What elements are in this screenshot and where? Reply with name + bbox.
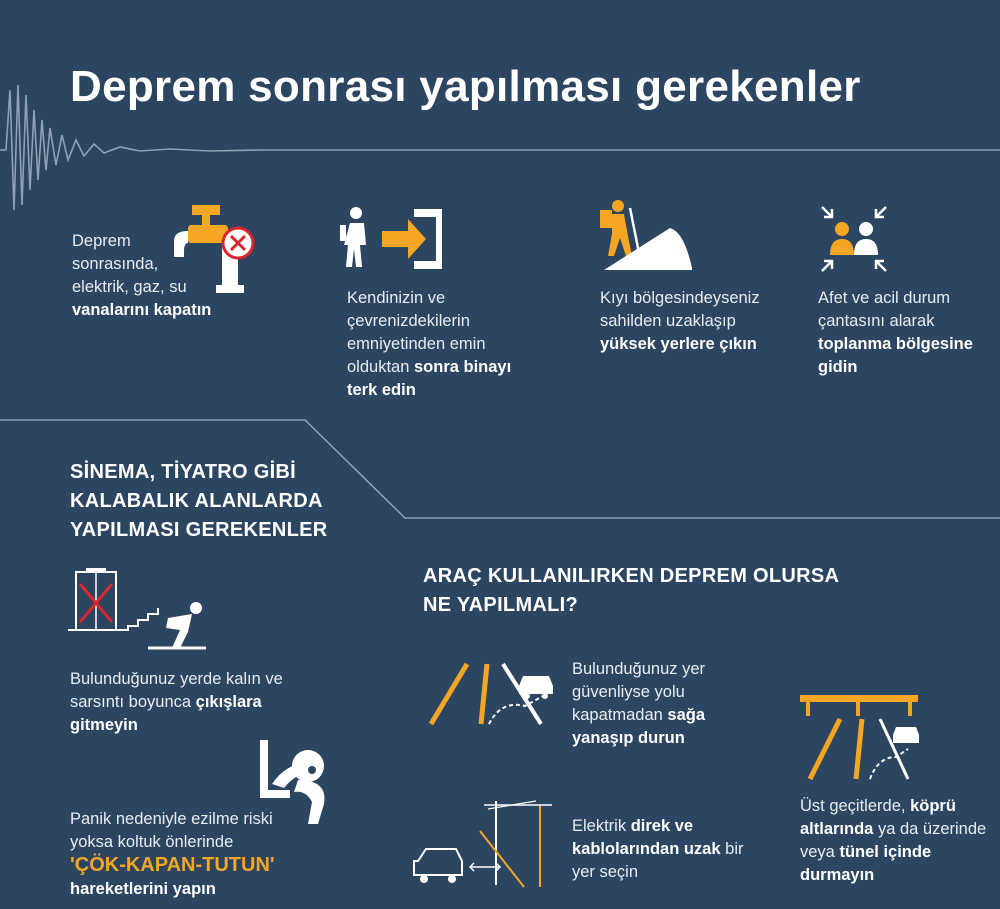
overpass-road-icon [800, 695, 920, 785]
top-item-valve-text: Deprem sonrasında, elektrik, gaz, su vanalarını kapatın [72, 232, 212, 319]
seismograph-line-icon [0, 0, 1000, 230]
page-title: Deprem sonrası yapılması gerekenler [70, 62, 861, 111]
top-item-exit-text: Kendinizin ve çevrenizdekilerin emniyetinden emin olduktan sonra binayı terk edin [347, 289, 512, 399]
top-item-hiker-text: Kıyı bölgesindeyseniz sahilden uzaklaşıp yüksek yerlere çıkın [600, 289, 760, 353]
exit-door-icon [338, 205, 448, 275]
top-item-assembly-text: Afet ve acil durum çantasını alarak toplanma bölgesine gidin [818, 289, 973, 376]
vehicle-section-heading: ARAÇ KULLANILIRKEN DEPREM OLURSA NE YAPILMALI? [423, 565, 839, 616]
vehicle-item-powerline-text: Elektrik direk ve kablolarından uzak bir yer seçin [572, 817, 744, 881]
vehicle-item-pullover-text: Bulunduğunuz yer güvenliyse yolu kapatmadan sağa yanaşıp durun [572, 660, 706, 747]
crowd-item-duck-text: Panik nedeniyle ezilme riski yoksa koltuk önlerinde 'ÇÖK-KAPAN-TUTUN' hareketlerini yapın [70, 810, 275, 898]
vehicle-item-overpass-text: Üst geçitlerde, köprü altlarında ya da üzerinde veya tünel içinde durmayın [800, 797, 987, 884]
road-pullover-icon [425, 660, 560, 730]
hiker-hill-icon [598, 198, 698, 273]
no-elevator-stairs-icon [68, 568, 208, 658]
crowd-item-stay-text: Bulunduğunuz yerde kalın ve sarsıntı boyunca çıkışlara gitmeyin [70, 670, 283, 734]
crowd-section-heading: SİNEMA, TİYATRO GİBİ KALABALIK ALANLARDA YAPILMASI GEREKENLER [70, 461, 328, 541]
powerline-car-icon [412, 795, 562, 895]
assembly-point-icon [820, 205, 890, 275]
